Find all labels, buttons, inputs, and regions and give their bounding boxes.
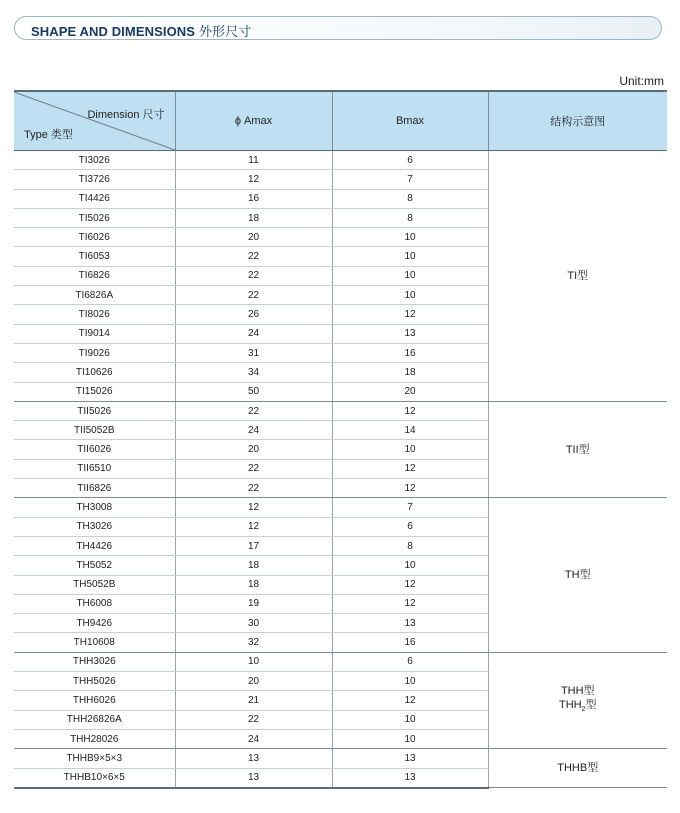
amax-cell: 17 — [175, 536, 332, 555]
dimensions-table — [14, 90, 667, 789]
type-cell: THH28026 — [14, 729, 175, 748]
amax-cell: 18 — [175, 575, 332, 594]
amax-cell: 22 — [175, 459, 332, 478]
type-cell: TI8026 — [14, 305, 175, 324]
amax-cell: 24 — [175, 324, 332, 343]
bmax-cell: 6 — [332, 151, 488, 170]
shape-label-subscript: 2 — [581, 706, 586, 714]
amax-cell: 12 — [175, 517, 332, 536]
amax-cell: 18 — [175, 556, 332, 575]
shape-label-secondary-main: THH — [558, 698, 582, 711]
bmax-cell: 6 — [332, 517, 488, 536]
shape-label: TH型 — [564, 569, 591, 582]
type-cell: TI4426 — [14, 189, 175, 208]
type-header-label: Type 类型 — [24, 129, 73, 141]
type-cell: THHB10×6×5 — [14, 768, 175, 788]
table-header-row — [14, 91, 667, 151]
bmax-cell: 10 — [332, 286, 488, 305]
type-cell: THH26826A — [14, 710, 175, 729]
bmax-cell: 12 — [332, 401, 488, 420]
type-cell: TI3726 — [14, 170, 175, 189]
shape-diagram-cell — [488, 652, 667, 748]
table-body — [14, 151, 667, 788]
bmax-cell: 10 — [332, 556, 488, 575]
bmax-cell: 20 — [332, 382, 488, 401]
shape-label: TII型 — [565, 443, 590, 456]
type-cell: TI6026 — [14, 228, 175, 247]
type-cell: TI3026 — [14, 151, 175, 170]
shape-label: TI型 — [567, 269, 589, 282]
amax-cell: 19 — [175, 594, 332, 613]
type-cell: TII6510 — [14, 459, 175, 478]
bmax-cell: 12 — [332, 691, 488, 710]
amax-cell: 13 — [175, 749, 332, 768]
type-cell: THH3026 — [14, 652, 175, 671]
amax-cell: 16 — [175, 189, 332, 208]
type-cell: TII5052B — [14, 421, 175, 440]
bmax-cell: 8 — [332, 208, 488, 227]
corner-header-cell — [14, 91, 175, 151]
shape-diagram-cell — [488, 151, 667, 402]
shape-diagram-cell — [488, 498, 667, 652]
title-banner — [14, 16, 662, 40]
amax-cell: 11 — [175, 151, 332, 170]
amax-cell: 24 — [175, 421, 332, 440]
bmax-cell: 10 — [332, 672, 488, 691]
shape-label: THHB型 — [557, 762, 599, 775]
bmax-cell: 12 — [332, 459, 488, 478]
amax-cell: 13 — [175, 768, 332, 788]
type-cell: TI6826A — [14, 286, 175, 305]
bmax-cell: 12 — [332, 305, 488, 324]
amax-cell: 22 — [175, 710, 332, 729]
title-en: SHAPE AND DIMENSIONS — [31, 24, 196, 39]
bmax-cell: 14 — [332, 421, 488, 440]
amax-cell: 34 — [175, 363, 332, 382]
type-cell: TI5026 — [14, 208, 175, 227]
type-cell: TII6826 — [14, 479, 175, 498]
table-row — [14, 652, 667, 671]
shape-label-secondary-suffix: 型 — [585, 698, 597, 711]
type-cell: TH3026 — [14, 517, 175, 536]
amax-cell: 12 — [175, 498, 332, 517]
type-cell: TII5026 — [14, 401, 175, 420]
type-cell: TH10608 — [14, 633, 175, 652]
bmax-cell: 13 — [332, 768, 488, 788]
unit-label: Unit:mm — [619, 74, 664, 88]
type-cell: TI10626 — [14, 363, 175, 382]
type-cell: TI6053 — [14, 247, 175, 266]
bmax-cell: 10 — [332, 440, 488, 459]
type-cell: TH9426 — [14, 614, 175, 633]
amax-header: ϕ Amax — [175, 91, 332, 151]
type-cell: TH3008 — [14, 498, 175, 517]
bmax-cell: 10 — [332, 228, 488, 247]
type-cell: THHB9×5×3 — [14, 749, 175, 768]
type-cell: TH4426 — [14, 536, 175, 555]
dimension-header-label: Dimension 尺寸 — [87, 109, 165, 121]
amax-cell: 20 — [175, 228, 332, 247]
amax-cell: 12 — [175, 170, 332, 189]
shape-label-secondary — [489, 698, 668, 717]
bmax-cell: 13 — [332, 614, 488, 633]
bmax-cell: 10 — [332, 247, 488, 266]
shape-diagram-cell — [488, 749, 667, 788]
bmax-cell: 13 — [332, 749, 488, 768]
table-row — [14, 401, 667, 420]
shape-header: 结构示意图 — [488, 91, 667, 151]
table-row — [14, 498, 667, 517]
page-title — [31, 21, 251, 40]
bmax-cell: 13 — [332, 324, 488, 343]
type-cell: TI6826 — [14, 266, 175, 285]
type-cell: TI15026 — [14, 382, 175, 401]
bmax-cell: 6 — [332, 652, 488, 671]
table-row — [14, 749, 667, 768]
bmax-cell: 12 — [332, 575, 488, 594]
amax-cell: 22 — [175, 286, 332, 305]
type-cell: THH6026 — [14, 691, 175, 710]
bmax-cell: 10 — [332, 710, 488, 729]
bmax-header: Bmax — [332, 91, 488, 151]
amax-cell: 26 — [175, 305, 332, 324]
bmax-cell: 16 — [332, 633, 488, 652]
amax-cell: 22 — [175, 479, 332, 498]
shape-label: THH型 — [560, 684, 595, 697]
shape-diagram-cell — [488, 401, 667, 497]
title-cn: 外形尺寸 — [199, 24, 252, 39]
table-row — [14, 151, 667, 170]
bmax-cell: 12 — [332, 479, 488, 498]
amax-cell: 22 — [175, 401, 332, 420]
amax-cell: 20 — [175, 440, 332, 459]
type-cell: TH5052 — [14, 556, 175, 575]
amax-cell: 31 — [175, 343, 332, 362]
amax-cell: 30 — [175, 614, 332, 633]
amax-cell: 21 — [175, 691, 332, 710]
amax-cell: 32 — [175, 633, 332, 652]
bmax-cell: 10 — [332, 266, 488, 285]
bmax-cell: 18 — [332, 363, 488, 382]
amax-cell: 50 — [175, 382, 332, 401]
type-cell: TII6026 — [14, 440, 175, 459]
amax-cell: 22 — [175, 247, 332, 266]
type-cell: THH5026 — [14, 672, 175, 691]
bmax-cell: 7 — [332, 170, 488, 189]
amax-cell: 18 — [175, 208, 332, 227]
amax-cell: 20 — [175, 672, 332, 691]
bmax-cell: 10 — [332, 729, 488, 748]
type-cell: TH6008 — [14, 594, 175, 613]
bmax-cell: 16 — [332, 343, 488, 362]
type-cell: TI9026 — [14, 343, 175, 362]
bmax-cell: 8 — [332, 536, 488, 555]
type-cell: TH5052B — [14, 575, 175, 594]
type-cell: TI9014 — [14, 324, 175, 343]
bmax-cell: 8 — [332, 189, 488, 208]
bmax-cell: 12 — [332, 594, 488, 613]
amax-cell: 10 — [175, 652, 332, 671]
amax-cell: 22 — [175, 266, 332, 285]
bmax-cell: 7 — [332, 498, 488, 517]
amax-cell: 24 — [175, 729, 332, 748]
